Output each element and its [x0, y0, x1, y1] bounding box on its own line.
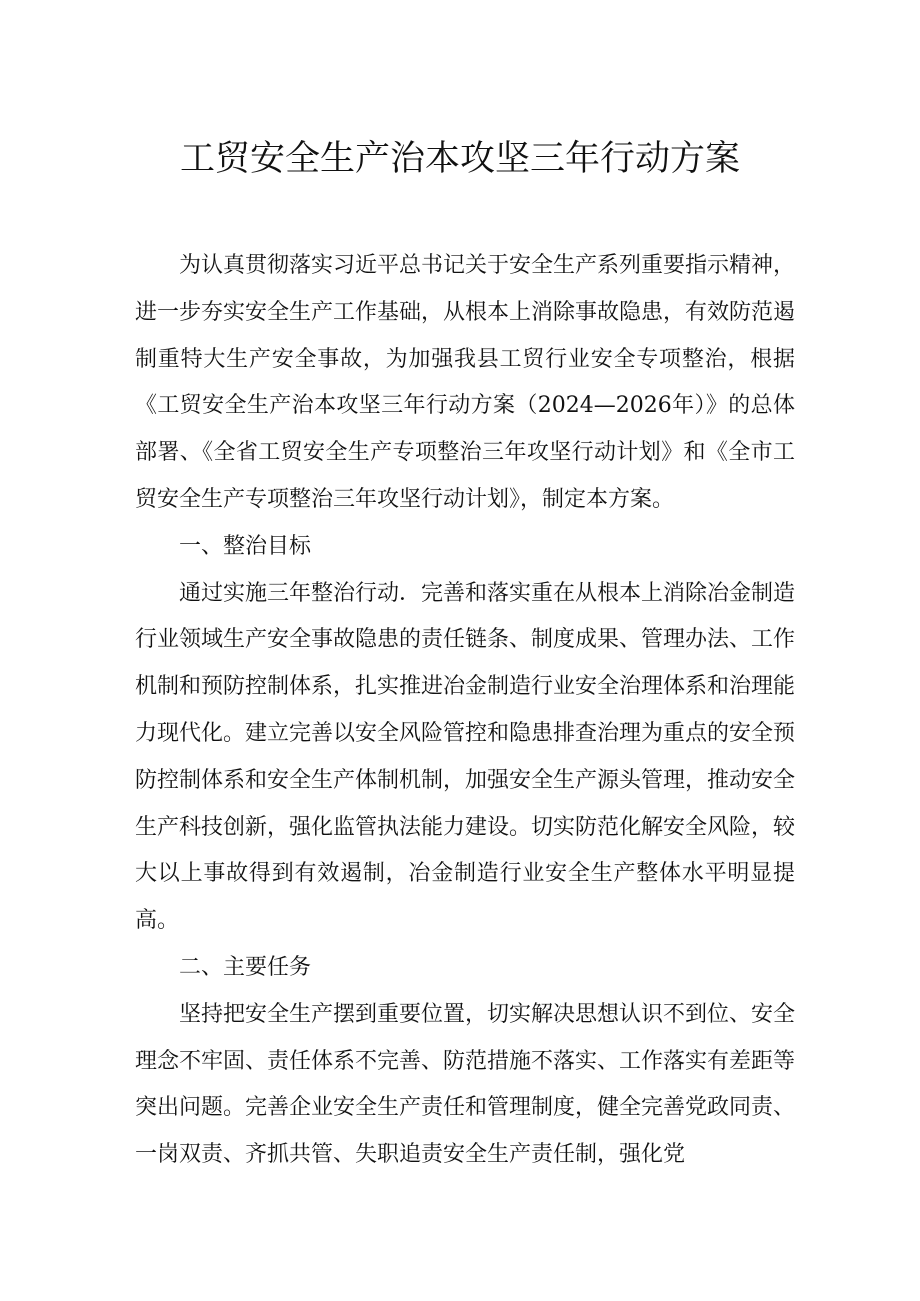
document-title: 工贸安全生产治本攻坚三年行动方案	[179, 139, 740, 179]
document-body	[135, 243, 795, 1179]
section-paragraph-tasks: 坚持把安全生产摆到重要位置，切实解决思想认识不到位、安全理念不牢固、责任体系不完善、防范措施不落实、工作落实有差距等突出问题。完善企业安全生产责任和管理制度，健全完善党政同责、一岗双责、齐抓共管、失职追责安全生产责任制，强化党	[135, 1001, 796, 1168]
section-paragraph-goals: 通过实施三年整治行动．完善和落实重在从根本上消除冶金制造行业领域生产安全事故隐患的责任链条、制度成果、管理办法、工作机制和预防控制体系，扎实推进冶金制造行业安全治理体系和治理能力现代化。建立完善以安全风险管控和隐患排查治理为重点的安全预防控制体系和安全生产体制机制，加强安全生产源头管理，推动安全生产科技创新，强化监管执法能力建设。切实防范化解安全风险，较大以上事故得到有效遏制，冶金制造行业安全生产整体水平明显提高。	[135, 580, 796, 934]
section-heading-goals: 一、整治目标	[179, 533, 312, 559]
intro-paragraph: 为认真贯彻落实习近平总书记关于安全生产系列重要指示精神，进一步夯实安全生产工作基础，从根本上消除事故隐患，有效防范遏制重特大生产安全事故，为加强我县工贸行业安全专项整治，根据《工贸安全生产治本攻坚三年行动方案（2024—2026年）》的总体部署、《全省工贸安全生产专项整治三年攻坚行动计划》和《全市工贸安全生产专项整治三年攻坚行动计划》，制定本方案。	[135, 253, 796, 512]
section-heading-tasks: 二、主要任务	[179, 954, 312, 980]
